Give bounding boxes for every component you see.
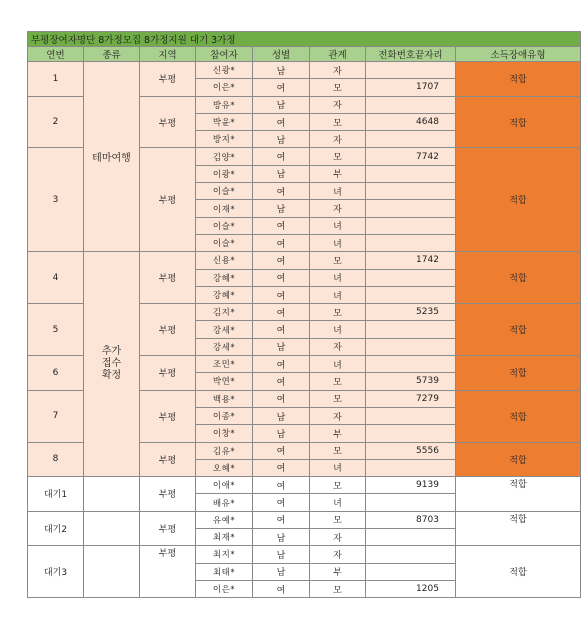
row-number: 1 xyxy=(28,62,84,97)
phone-cell xyxy=(366,252,456,269)
phone-cell xyxy=(366,356,456,373)
relation-cell: 모 xyxy=(310,390,366,407)
gender-cell: 여 xyxy=(253,321,310,338)
phone-cell xyxy=(366,580,456,597)
participant-name: 박윤* xyxy=(196,113,253,130)
header-participant: 참여자 xyxy=(196,47,253,62)
phone-digits: 8703 xyxy=(416,514,439,525)
type-line: 확정 xyxy=(101,370,122,382)
gender-cell: 남 xyxy=(253,407,310,424)
phone-cell xyxy=(366,529,456,546)
row-number: 7 xyxy=(28,390,84,442)
participant-name: 김양* xyxy=(196,148,253,165)
header-eligibility: 소득장애유형 xyxy=(456,47,581,62)
gender-cell: 여 xyxy=(253,217,310,234)
phone-digits: 7742 xyxy=(416,151,439,162)
phone-cell xyxy=(366,62,456,79)
phone-cell xyxy=(366,217,456,234)
participant-name: 강세* xyxy=(196,321,253,338)
row-number: 6 xyxy=(28,356,84,391)
phone-cell xyxy=(366,321,456,338)
phone-cell xyxy=(366,131,456,148)
relation-cell: 녀 xyxy=(310,356,366,373)
phone-digits: 1707 xyxy=(416,82,439,93)
relation-cell: 부 xyxy=(310,425,366,442)
eligibility-cell: 적합 xyxy=(456,148,581,252)
gender-cell: 여 xyxy=(253,442,310,459)
phone-cell xyxy=(366,183,456,200)
row-number: 대기3 xyxy=(28,546,84,598)
participant-sheet xyxy=(27,31,581,598)
relation-cell: 모 xyxy=(310,113,366,130)
phone-digits: 5556 xyxy=(416,445,439,456)
phone-cell xyxy=(366,459,456,476)
table-row xyxy=(28,252,581,269)
sheet-title: 부평장여자명단 8가정모집 8가정지원 대기 3가정 xyxy=(28,32,581,47)
phone-cell xyxy=(366,200,456,217)
gender-cell: 남 xyxy=(253,200,310,217)
phone-cell xyxy=(366,286,456,303)
phone-cell xyxy=(366,165,456,182)
participant-name: 이광* xyxy=(196,165,253,182)
eligibility-cell: 적합 xyxy=(456,96,581,148)
row-number: 5 xyxy=(28,304,84,356)
gender-cell: 남 xyxy=(253,425,310,442)
phone-cell xyxy=(366,442,456,459)
participant-name: 이종* xyxy=(196,407,253,424)
gender-cell: 여 xyxy=(253,183,310,200)
participant-name: 이재* xyxy=(196,200,253,217)
phone-cell xyxy=(366,390,456,407)
region-cell: 부평 xyxy=(140,390,196,442)
relation-cell: 자 xyxy=(310,546,366,563)
region-cell: 부평 xyxy=(140,356,196,391)
row-number: 대기2 xyxy=(28,511,84,546)
phone-cell xyxy=(366,407,456,424)
participant-name: 신용* xyxy=(196,252,253,269)
relation-cell: 녀 xyxy=(310,286,366,303)
participant-name: 이슬* xyxy=(196,183,253,200)
phone-cell xyxy=(366,96,456,113)
phone-cell xyxy=(366,269,456,286)
participant-name: 이슬* xyxy=(196,217,253,234)
gender-cell: 남 xyxy=(253,563,310,580)
relation-cell: 녀 xyxy=(310,183,366,200)
header-type: 종류 xyxy=(84,47,140,62)
participant-name: 최태* xyxy=(196,563,253,580)
participant-name: 백용* xyxy=(196,390,253,407)
participant-name: 조민* xyxy=(196,356,253,373)
gender-cell: 여 xyxy=(253,113,310,130)
participant-name: 강세* xyxy=(196,338,253,355)
participant-name: 이은* xyxy=(196,79,253,96)
row-number: 8 xyxy=(28,442,84,477)
eligibility-cell: 적합 xyxy=(456,546,581,598)
gender-cell: 여 xyxy=(253,269,310,286)
gender-cell: 여 xyxy=(253,580,310,597)
participant-name: 방지* xyxy=(196,131,253,148)
header-region: 지역 xyxy=(140,47,196,62)
phone-cell xyxy=(366,148,456,165)
participant-name: 김지* xyxy=(196,304,253,321)
gender-cell: 남 xyxy=(253,546,310,563)
gender-cell: 여 xyxy=(253,373,310,390)
gender-cell: 여 xyxy=(253,286,310,303)
region-cell: 부평 xyxy=(140,477,196,512)
relation-cell: 모 xyxy=(310,477,366,494)
relation-cell: 자 xyxy=(310,131,366,148)
gender-cell: 여 xyxy=(253,356,310,373)
region-cell: 부평 xyxy=(140,546,196,598)
phone-cell xyxy=(366,511,456,528)
type-cell-extra xyxy=(84,252,140,477)
phone-digits: 5739 xyxy=(416,376,439,387)
region-cell: 부평 xyxy=(140,148,196,252)
participant-name: 김유* xyxy=(196,442,253,459)
eligibility-cell: 적합 xyxy=(456,356,581,391)
participant-name: 최지* xyxy=(196,546,253,563)
relation-cell: 자 xyxy=(310,407,366,424)
relation-cell: 모 xyxy=(310,252,366,269)
relation-cell: 모 xyxy=(310,511,366,528)
row-number: 대기1 xyxy=(28,477,84,512)
participant-name: 유예* xyxy=(196,511,253,528)
gender-cell: 남 xyxy=(253,96,310,113)
relation-cell: 자 xyxy=(310,529,366,546)
gender-cell: 여 xyxy=(253,459,310,476)
phone-cell xyxy=(366,477,456,494)
phone-cell xyxy=(366,373,456,390)
region-cell: 부평 xyxy=(140,511,196,546)
relation-cell: 녀 xyxy=(310,494,366,511)
eligibility-cell: 적합 xyxy=(456,442,581,477)
gender-cell: 여 xyxy=(253,390,310,407)
table-row xyxy=(28,511,581,528)
participant-name: 강혜* xyxy=(196,269,253,286)
table-row xyxy=(28,546,581,563)
gender-cell: 남 xyxy=(253,529,310,546)
region-cell: 부평 xyxy=(140,304,196,356)
type-cell-empty xyxy=(84,477,140,512)
phone-cell xyxy=(366,494,456,511)
relation-cell: 녀 xyxy=(310,321,366,338)
relation-cell: 녀 xyxy=(310,459,366,476)
relation-cell: 모 xyxy=(310,442,366,459)
type-line: 접수 xyxy=(101,358,122,370)
eligibility-cell: 적합 xyxy=(456,390,581,442)
participant-name: 박연* xyxy=(196,373,253,390)
participant-name: 이애* xyxy=(196,477,253,494)
phone-cell xyxy=(366,563,456,580)
relation-cell: 모 xyxy=(310,580,366,597)
eligibility-cell: 적합 xyxy=(456,511,581,546)
gender-cell: 남 xyxy=(253,131,310,148)
phone-cell xyxy=(366,304,456,321)
row-number: 3 xyxy=(28,148,84,252)
participant-name: 최재* xyxy=(196,529,253,546)
participant-name: 강혜* xyxy=(196,286,253,303)
relation-cell: 녀 xyxy=(310,234,366,251)
participant-name: 방유* xyxy=(196,96,253,113)
gender-cell: 남 xyxy=(253,62,310,79)
relation-cell: 자 xyxy=(310,62,366,79)
eligibility-cell: 적합 xyxy=(456,62,581,97)
gender-cell: 여 xyxy=(253,477,310,494)
participant-name: 이창* xyxy=(196,425,253,442)
gender-cell: 여 xyxy=(253,252,310,269)
type-cell-empty xyxy=(84,511,140,546)
header-phone: 전화번호끝자리 xyxy=(366,47,456,62)
relation-cell: 모 xyxy=(310,148,366,165)
gender-cell: 남 xyxy=(253,338,310,355)
participant-name: 이슬* xyxy=(196,234,253,251)
phone-digits: 1742 xyxy=(416,255,439,266)
phone-cell xyxy=(366,546,456,563)
gender-cell: 여 xyxy=(253,234,310,251)
relation-cell: 자 xyxy=(310,200,366,217)
type-cell-tema: 테마여행 xyxy=(84,62,140,252)
phone-digits: 4648 xyxy=(416,117,439,128)
phone-cell xyxy=(366,234,456,251)
region-cell: 부평 xyxy=(140,96,196,148)
relation-cell: 부 xyxy=(310,165,366,182)
gender-cell: 여 xyxy=(253,304,310,321)
phone-digits: 7279 xyxy=(416,393,439,404)
eligibility-cell: 적합 xyxy=(456,252,581,304)
phone-cell xyxy=(366,338,456,355)
relation-cell: 자 xyxy=(310,338,366,355)
relation-cell: 자 xyxy=(310,96,366,113)
phone-cell xyxy=(366,113,456,130)
region-cell: 부평 xyxy=(140,252,196,304)
table-row xyxy=(28,62,581,79)
region-cell: 부평 xyxy=(140,442,196,477)
relation-cell: 녀 xyxy=(310,217,366,234)
participant-name: 오혜* xyxy=(196,459,253,476)
header-relation: 관계 xyxy=(310,47,366,62)
phone-digits: 1205 xyxy=(416,584,439,595)
type-cell-empty xyxy=(84,546,140,598)
relation-cell: 모 xyxy=(310,304,366,321)
gender-cell: 여 xyxy=(253,511,310,528)
phone-cell xyxy=(366,79,456,96)
gender-cell: 여 xyxy=(253,148,310,165)
relation-cell: 모 xyxy=(310,79,366,96)
gender-cell: 여 xyxy=(253,79,310,96)
relation-cell: 부 xyxy=(310,563,366,580)
region-cell: 부평 xyxy=(140,62,196,97)
type-line: 추가 xyxy=(101,346,122,358)
relation-cell: 모 xyxy=(310,373,366,390)
eligibility-cell: 적합 xyxy=(456,477,581,512)
phone-digits: 5235 xyxy=(416,307,439,318)
phone-cell xyxy=(366,425,456,442)
table-row xyxy=(28,477,581,494)
row-number: 2 xyxy=(28,96,84,148)
participant-name: 배유* xyxy=(196,494,253,511)
gender-cell: 여 xyxy=(253,494,310,511)
header-gender: 성별 xyxy=(253,47,310,62)
header-no: 연번 xyxy=(28,47,84,62)
participant-name: 이은* xyxy=(196,580,253,597)
eligibility-cell: 적합 xyxy=(456,304,581,356)
row-number: 4 xyxy=(28,252,84,304)
relation-cell: 녀 xyxy=(310,269,366,286)
phone-digits: 9139 xyxy=(416,480,439,491)
participant-name: 신광* xyxy=(196,62,253,79)
gender-cell: 남 xyxy=(253,165,310,182)
